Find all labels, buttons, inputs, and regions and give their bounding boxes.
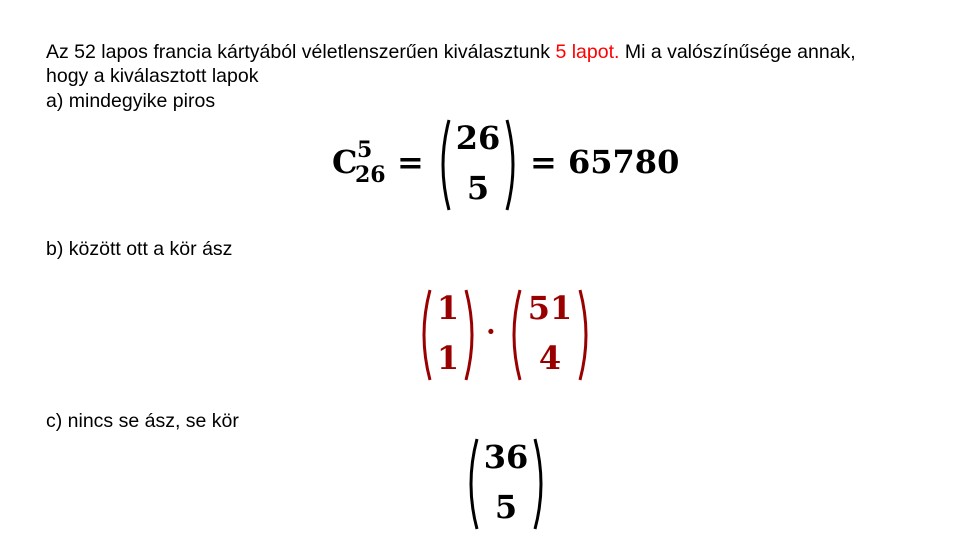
binomial-top: 26 [455, 119, 501, 157]
problem-intro-line2: hogy a kiválasztott lapok [46, 65, 259, 87]
binomial-top: 1 [436, 289, 460, 327]
binomial-bottom: 5 [466, 169, 490, 207]
binomial-bottom: 1 [436, 339, 460, 377]
part-a-label: a) mindegyike piros [46, 90, 216, 112]
problem-intro [46, 40, 856, 64]
equals-sign-1: = [397, 143, 424, 181]
right-paren [578, 288, 592, 382]
result-value: 65780 [568, 143, 680, 181]
part-c-label: c) nincs se ász, se kör [46, 410, 239, 432]
binomial-top: 36 [483, 438, 529, 476]
intro-highlight: 5 lapot. [555, 41, 620, 63]
binomial-top: 51 [527, 289, 573, 327]
multiplication-dot: · [486, 315, 496, 348]
binomial-b1 [418, 288, 478, 382]
combination-symbol: C [332, 143, 358, 181]
intro-text-1: Az 52 lapos francia kártyából véletlenszerűen kiválasztunk [46, 41, 556, 63]
binomial-bottom: 5 [494, 488, 518, 526]
combination-superscript: 5 [357, 137, 373, 163]
right-paren [505, 118, 519, 212]
binomial-c [465, 437, 547, 531]
binomial-a [437, 118, 519, 212]
binomial-b2 [508, 288, 592, 382]
part-b-label: b) között ott a kör ász [46, 238, 233, 260]
equals-sign-2: = [530, 143, 557, 181]
right-paren [533, 437, 547, 531]
binomial-bottom: 4 [538, 339, 562, 377]
intro-text-2: Mi a valószínűsége annak, [619, 41, 856, 63]
combination-subscript: 26 [355, 162, 386, 188]
right-paren [464, 288, 478, 382]
